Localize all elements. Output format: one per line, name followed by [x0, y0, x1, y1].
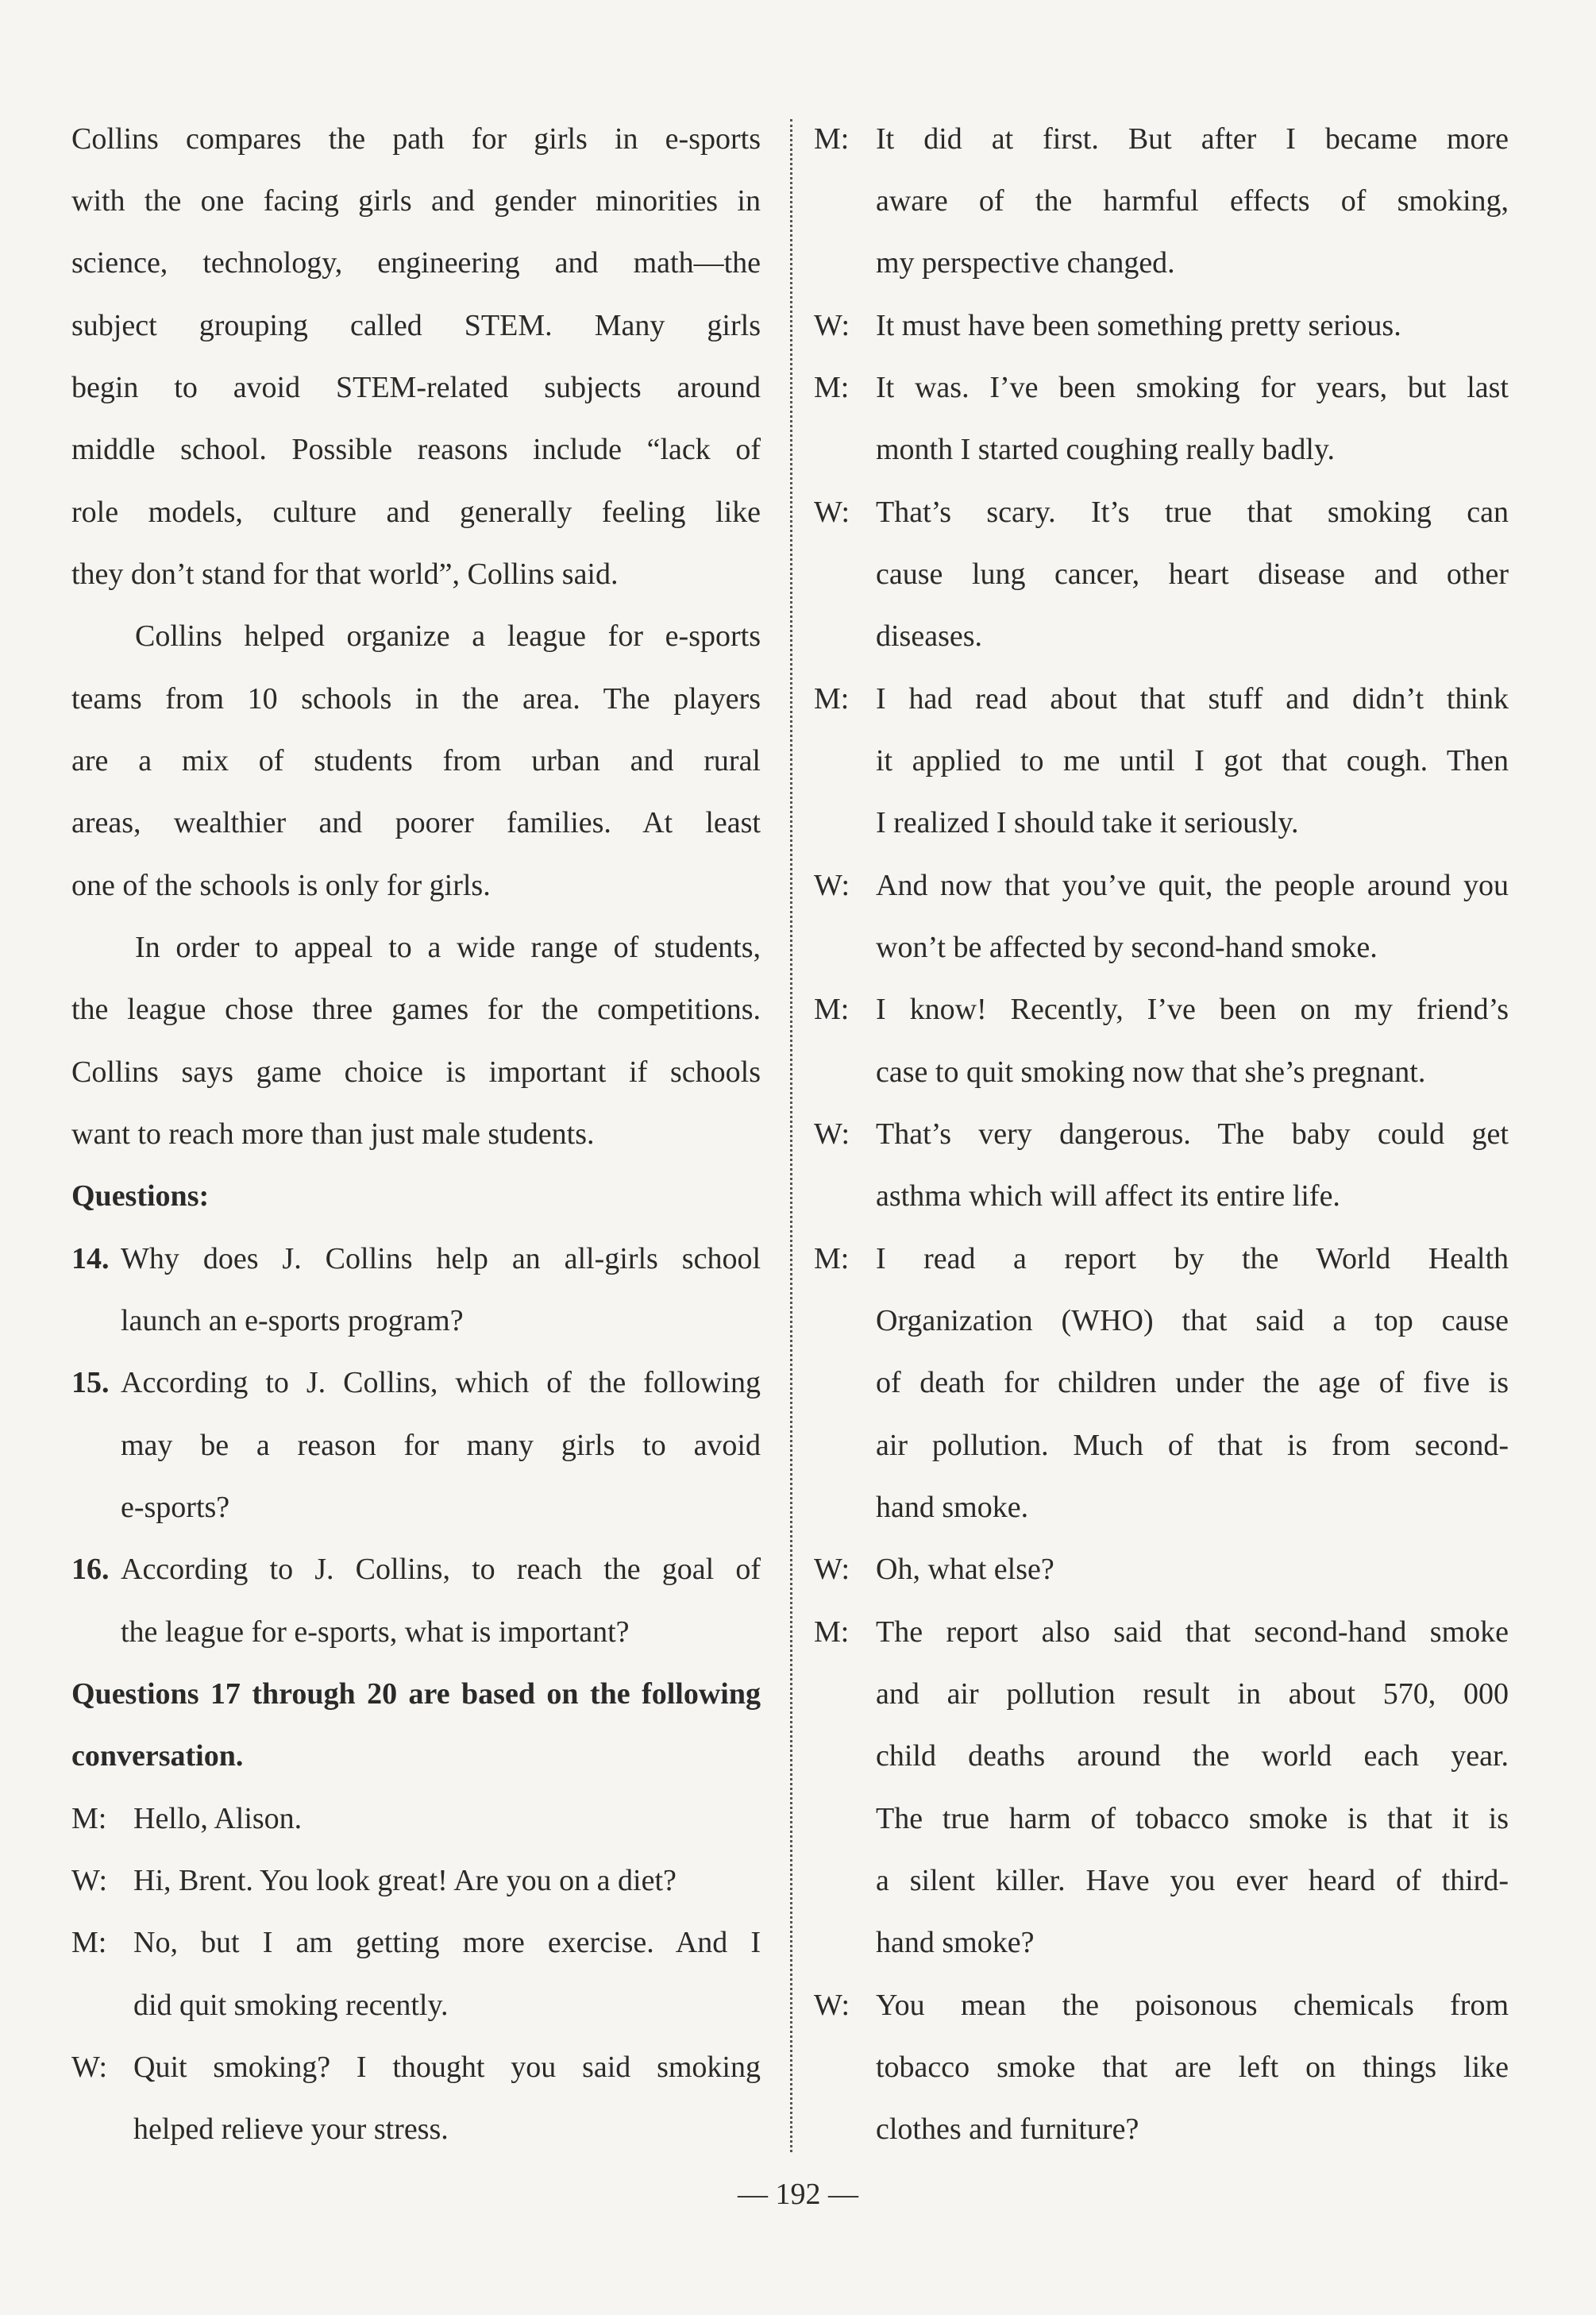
text-line: Collins compares the path for girls in e-sports	[71, 122, 761, 156]
question-text: launch an e-sports program?	[121, 1304, 464, 1337]
question-text: Why does J. Collins help an all-girls school	[121, 1242, 761, 1275]
question-text: the league for e-sports, what is important?	[121, 1615, 630, 1649]
speaker-label: W:	[814, 869, 850, 902]
dialogue-line: The true harm of tobacco smoke is that it is	[876, 1802, 1509, 1835]
dialogue-line: asthma which will affect its entire life.	[876, 1179, 1340, 1213]
question-text: According to J. Collins, to reach the goal of	[121, 1553, 761, 1586]
dialogue-line: cause lung cancer, heart disease and other	[876, 558, 1509, 591]
text-line: teams from 10 schools in the area. The players	[71, 682, 761, 716]
dialogue-line: month I started coughing really badly.	[876, 433, 1335, 466]
dialogue-line: a silent killer. Have you ever heard of third-	[876, 1864, 1509, 1897]
dialogue-line: It did at first. But after I became more	[876, 122, 1509, 156]
dialogue-line: Oh, what else?	[876, 1553, 1054, 1586]
text-line: Collins helped organize a league for e-sports	[135, 619, 761, 653]
speaker-label: M:	[71, 1802, 107, 1835]
text-line: middle school. Possible reasons include “lack of	[71, 433, 761, 466]
dialogue-line: hand smoke?	[876, 1926, 1035, 1959]
dialogue-line: I read a report by the World Health	[876, 1242, 1509, 1275]
dialogue-line: clothes and furniture?	[876, 2112, 1139, 2146]
speaker-label: W:	[814, 1989, 850, 2022]
column-divider	[790, 119, 792, 2152]
dialogue-line: case to quit smoking now that she’s pregnant.	[876, 1055, 1426, 1089]
dialogue-line: It was. I’ve been smoking for years, but last	[876, 371, 1509, 404]
dialogue-line: tobacco smoke that are left on things like	[876, 2051, 1509, 2084]
dialogue-line: Organization (WHO) that said a top cause	[876, 1304, 1509, 1337]
speaker-label: M:	[814, 1615, 850, 1649]
speaker-label: M:	[814, 682, 850, 716]
dialogue-line: my perspective changed.	[876, 246, 1175, 280]
dialogue-line: diseases.	[876, 619, 983, 653]
speaker-label: W:	[814, 1117, 850, 1151]
question-number: 14.	[71, 1242, 110, 1275]
page-number: — 192 —	[738, 2178, 858, 2211]
text-line: areas, wealthier and poorer families. At least	[71, 806, 761, 839]
text-line: they don’t stand for that world”, Collins said.	[71, 558, 619, 591]
dialogue-line: And now that you’ve quit, the people around you	[876, 869, 1509, 902]
text-line: with the one facing girls and gender minorities in	[71, 184, 761, 218]
speaker-label: W:	[814, 1553, 850, 1586]
dialogue-line: I had read about that stuff and didn’t think	[876, 682, 1509, 716]
dialogue-line: No, but I am getting more exercise. And I	[133, 1926, 761, 1959]
text-line: In order to appeal to a wide range of students,	[135, 931, 761, 964]
dialogue-line: The report also said that second-hand smoke	[876, 1615, 1509, 1649]
dialogue-line: Quit smoking? I thought you said smoking	[133, 2051, 761, 2084]
speaker-label: M:	[71, 1926, 107, 1959]
speaker-label: W:	[814, 309, 850, 342]
dialogue-line: it applied to me until I got that cough. Then	[876, 744, 1509, 777]
dialogue-line: Hello, Alison.	[133, 1802, 303, 1835]
speaker-label: M:	[814, 1242, 850, 1275]
question-number: 15.	[71, 1366, 110, 1399]
dialogue-line: did quit smoking recently.	[133, 1989, 449, 2022]
speaker-label: M:	[814, 371, 850, 404]
text-line: are a mix of students from urban and rural	[71, 744, 761, 777]
question-text: According to J. Collins, which of the following	[121, 1366, 761, 1399]
dialogue-line: That’s scary. It’s true that smoking can	[876, 496, 1509, 529]
text-line: the league chose three games for the competitions.	[71, 993, 761, 1026]
text-line: Collins says game choice is important if schools	[71, 1055, 761, 1089]
text-line: want to reach more than just male students.	[71, 1117, 595, 1151]
text-line: subject grouping called STEM. Many girls	[71, 309, 761, 342]
dialogue-line: won’t be affected by second-hand smoke.	[876, 931, 1378, 964]
dialogue-line: Hi, Brent. You look great! Are you on a diet?	[133, 1864, 677, 1897]
question-text: e-sports?	[121, 1491, 230, 1524]
dialogue-line: That’s very dangerous. The baby could get	[876, 1117, 1509, 1151]
dialogue-line: aware of the harmful effects of smoking,	[876, 184, 1509, 218]
text-line: one of the schools is only for girls.	[71, 869, 491, 902]
speaker-label: W:	[71, 2051, 108, 2084]
dialogue-line: child deaths around the world each year.	[876, 1739, 1509, 1773]
question-text: may be a reason for many girls to avoid	[121, 1429, 761, 1462]
text-line: begin to avoid STEM-related subjects around	[71, 371, 761, 404]
speaker-label: M:	[814, 993, 850, 1026]
section-heading: Questions 17 through 20 are based on the following	[71, 1677, 761, 1711]
dialogue-line: It must have been something pretty serious.	[876, 309, 1401, 342]
dialogue-line: air pollution. Much of that is from second-	[876, 1429, 1509, 1462]
text-line: role models, culture and generally feeling like	[71, 496, 761, 529]
questions-heading: Questions:	[71, 1179, 210, 1213]
speaker-label: M:	[814, 122, 850, 156]
dialogue-line: of death for children under the age of five is	[876, 1366, 1509, 1399]
question-number: 16.	[71, 1553, 110, 1586]
dialogue-line: helped relieve your stress.	[133, 2112, 449, 2146]
speaker-label: W:	[814, 496, 850, 529]
dialogue-line: I realized I should take it seriously.	[876, 806, 1299, 839]
dialogue-line: and air pollution result in about 570, 000	[876, 1677, 1509, 1711]
dialogue-line: You mean the poisonous chemicals from	[876, 1989, 1509, 2022]
section-heading: conversation.	[71, 1739, 244, 1773]
dialogue-line: hand smoke.	[876, 1491, 1029, 1524]
speaker-label: W:	[71, 1864, 108, 1897]
text-line: science, technology, engineering and math—the	[71, 246, 761, 280]
dialogue-line: I know! Recently, I’ve been on my friend’s	[876, 993, 1509, 1026]
